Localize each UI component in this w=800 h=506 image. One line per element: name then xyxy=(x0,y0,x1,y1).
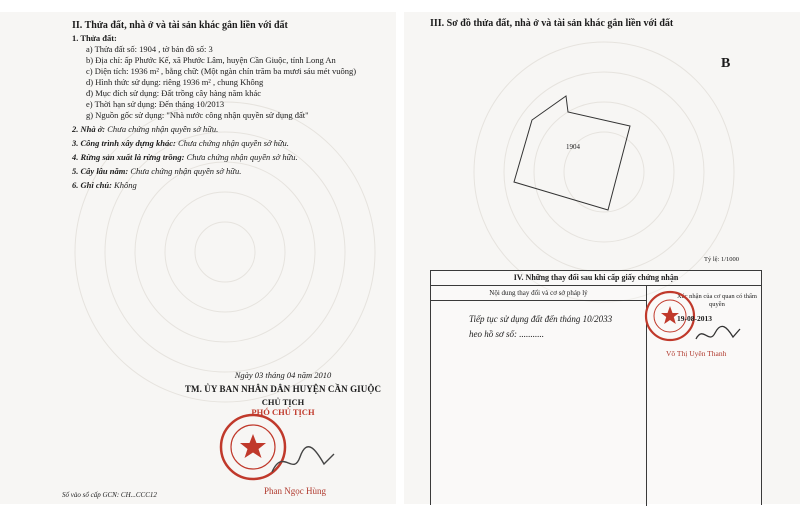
sign-title: CHỦ TỊCH xyxy=(261,397,305,407)
changes-table xyxy=(430,270,762,505)
changes-content-header: Nội dung thay đổi và cơ sở pháp lý xyxy=(431,286,646,301)
change-entry-line2: heo hồ sơ số: ........... xyxy=(469,329,545,339)
parcel-line-b: b) Địa chỉ: ấp Phước Kế, xã Phước Lâm, huyện Cần Giuộc, tỉnh Long An xyxy=(86,55,336,65)
parcel-line-a: a) Thửa đất số: 1904 , tờ bản đồ số: 3 xyxy=(86,44,213,54)
changes-table-title: IV. Những thay đổi sau khi cấp giấy chứng nhận xyxy=(431,271,761,286)
scale-note: Tỷ lệ: 1/1000 xyxy=(704,256,740,263)
signature-block xyxy=(170,370,396,417)
sign-subtitle: PHÓ CHỦ TỊCH xyxy=(251,407,315,417)
item-notes: 6. Ghi chú: Không xyxy=(72,180,137,190)
item-plantation-forest: 4. Rừng sản xuất là rừng trồng: Chưa chứng nhận quyền sở hữu. xyxy=(72,152,298,162)
item-house: 2. Nhà ở: Chưa chứng nhận quyền sở hữu. xyxy=(72,124,219,134)
confirm-date: 19-08-2013 xyxy=(677,314,712,323)
parcel-line-e: e) Thời hạn sử dụng: Đến tháng 10/2013 xyxy=(86,99,225,109)
parcel-line-c: c) Diện tích: 1936 m² , bằng chữ: (Một ngàn chín trăm ba mươi sáu mét vuông) xyxy=(86,66,357,76)
sign-organization: TM. ỦY BAN NHÂN DÂN HUYỆN CẦN GIUỘC xyxy=(184,384,382,394)
confirmer-signature-icon xyxy=(693,323,743,347)
section-title: III. Sơ đồ thửa đất, nhà ở và tài sản khác gắn liền với đất xyxy=(430,18,674,29)
north-indicator: B xyxy=(721,56,731,71)
confirmer-name: Võ Thị Uyên Thanh xyxy=(666,349,727,358)
item-perennial-trees: 5. Cây lâu năm: Chưa chứng nhận quyền sở hữu. xyxy=(72,166,242,176)
parcel-line-g: g) Nguồn gốc sử dụng: "Nhà nước công nhận quyền sử dụng đất" xyxy=(86,110,309,120)
signature-icon xyxy=(268,442,338,482)
signer-name: Phan Ngọc Hùng xyxy=(264,486,326,496)
sign-date: Ngày 03 tháng 04 năm 2010 xyxy=(234,370,332,380)
certificate-page-left xyxy=(0,12,396,504)
item-other-construction: 3. Công trình xây dựng khác: Chưa chứng nhận quyền sở hữu. xyxy=(72,138,289,148)
registry-number: Số vào sổ cấp GCN: CH...CCC12 xyxy=(62,491,157,499)
confirm-header: Xác nhận của cơ quan có thẩm quyền xyxy=(677,293,757,308)
item1-title: 1. Thửa đất: xyxy=(72,33,117,43)
parcel-line-dd: đ) Mục đích sử dụng: Đất trồng cây hàng năm khác xyxy=(86,88,262,98)
change-entry-line1: Tiếp tục sử dụng đất đến tháng 10/2033 xyxy=(469,314,613,324)
parcel-diagram xyxy=(504,90,644,220)
parcel-number: 1904 xyxy=(566,143,580,151)
parcel-line-d: d) Hình thức sử dụng: riêng 1936 m² , chung Không xyxy=(86,77,264,87)
section-title: II. Thửa đất, nhà ở và tài sản khác gắn liền với đất xyxy=(72,20,288,31)
page-fold xyxy=(396,0,404,504)
